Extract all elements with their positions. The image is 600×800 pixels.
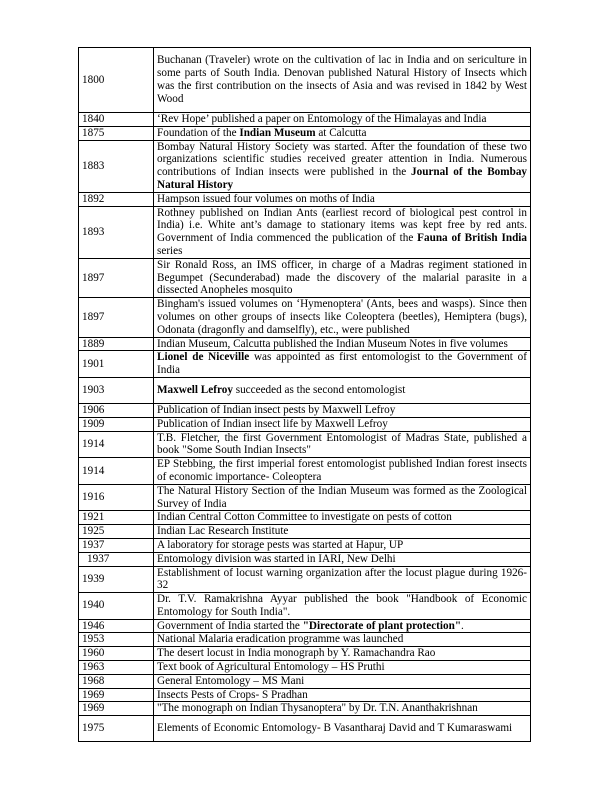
year-cell: 1914 — [79, 458, 154, 485]
event-text: series — [157, 244, 183, 257]
event-cell — [154, 716, 531, 742]
event-text: was appointed as first entomologist to the Government of India — [157, 351, 527, 377]
entomology-timeline-table — [78, 47, 531, 742]
event-text: Insects Pests of Crops- S Pradhan — [157, 688, 308, 701]
timeline-row — [79, 431, 531, 458]
event-text: Rothney published on Indian Ants (earliest record of biological pest control in India) i.e. White ant’s damage to stationary items was kept free by red ants. Government of India commenced the publication of the — [157, 206, 527, 245]
year-cell: 1903 — [79, 377, 154, 403]
event-text: Entomology division was started in IARI, New Delhi — [157, 552, 396, 565]
timeline-row — [79, 351, 531, 378]
event-text: EP Stebbing, the first imperial forest entomologist published Indian forest insects of economic importance- Coleoptera — [157, 458, 527, 483]
event-cell — [154, 484, 531, 511]
event-text: succeeded as the second entomologist — [232, 384, 406, 397]
bold-event-text: Indian Museum — [239, 126, 316, 139]
event-text: A laboratory for storage pests was started at Hapur, UP — [157, 538, 404, 551]
event-cell — [154, 688, 531, 702]
event-cell — [154, 702, 531, 716]
timeline-row — [79, 511, 531, 525]
timeline-row — [79, 298, 531, 337]
timeline-row — [79, 458, 531, 485]
event-cell — [154, 619, 531, 633]
event-text: Elements of Economic Entomology- B Vasantharaj David and T Kumaraswami — [157, 722, 513, 735]
event-cell — [154, 377, 531, 403]
event-text: T.B. Fletcher, the first Government Entomologist of Madras State, published a book "Some South Indian Insects" — [157, 431, 527, 457]
year-cell: 1893 — [79, 206, 154, 258]
timeline-row — [79, 688, 531, 702]
event-cell — [154, 206, 531, 258]
year-cell: 1969 — [79, 688, 154, 702]
timeline-row — [79, 48, 531, 113]
event-cell — [154, 458, 531, 485]
year-cell: 1939 — [79, 566, 154, 593]
event-cell — [154, 647, 531, 661]
timeline-row — [79, 633, 531, 647]
timeline-row — [79, 484, 531, 511]
event-cell — [154, 192, 531, 206]
event-text: Dr. T.V. Ramakrishna Ayyar published the book "Handbook of Economic Entomology for South India". — [157, 593, 527, 618]
event-cell — [154, 593, 531, 620]
year-cell: 1883 — [79, 140, 154, 192]
year-cell: 1937 — [79, 552, 154, 566]
year-cell: 1800 — [79, 48, 154, 113]
bold-event-text: "Directorate of plant protection" — [302, 619, 462, 632]
timeline-row — [79, 403, 531, 417]
event-cell — [154, 566, 531, 593]
year-cell: 1914 — [79, 431, 154, 458]
bold-event-text: Lionel de Niceville — [157, 351, 250, 364]
event-cell — [154, 661, 531, 675]
year-cell: 1875 — [79, 126, 154, 140]
timeline-row — [79, 140, 531, 192]
timeline-row — [79, 647, 531, 661]
timeline-row — [79, 377, 531, 403]
bold-event-text: Maxwell Lefroy — [157, 384, 233, 397]
timeline-row — [79, 258, 531, 297]
event-text: The desert locust in India monograph by Y. Ramachandra Rao — [157, 647, 436, 660]
timeline-row — [79, 566, 531, 593]
event-text: Indian Museum, Calcutta published the Indian Museum Notes in five volumes — [157, 337, 508, 350]
bold-event-text: Fauna of British India — [417, 232, 527, 245]
event-text: Foundation of the — [157, 126, 240, 139]
event-cell — [154, 140, 531, 192]
year-cell: 1925 — [79, 525, 154, 539]
timeline-row — [79, 538, 531, 552]
timeline-row — [79, 661, 531, 675]
event-cell — [154, 552, 531, 566]
event-cell — [154, 525, 531, 539]
event-text: "The monograph on Indian Thysanoptera" by Dr. T.N. Ananthakrishnan — [157, 702, 478, 715]
event-cell — [154, 511, 531, 525]
event-text: Bingham's issued volumes on ‘Hymenoptera' (Ants, bees and wasps). Since then volumes on other groups of insects like Coleoptera (beetles), Hemiptera (bugs), Odonata (dragonfly and damselfly), etc., were published — [157, 298, 527, 336]
event-cell — [154, 674, 531, 688]
event-text: Establishment of locust warning organization after the locust plague during 1926-32 — [157, 566, 527, 592]
timeline-row — [79, 417, 531, 431]
year-cell: 1969 — [79, 702, 154, 716]
year-cell: 1946 — [79, 619, 154, 633]
event-text: Indian Central Cotton Committee to investigate on pests of cotton — [157, 511, 452, 524]
event-text: Publication of Indian insect life by Maxwell Lefroy — [157, 417, 388, 430]
year-cell: 1975 — [79, 716, 154, 742]
timeline-table-body — [79, 48, 531, 742]
event-text: Hampson issued four volumes on moths of India — [157, 192, 375, 205]
year-cell: 1937 — [79, 538, 154, 552]
event-text: General Entomology – MS Mani — [157, 674, 305, 687]
event-text: Indian Lac Research Institute — [157, 525, 289, 538]
year-cell: 1916 — [79, 484, 154, 511]
year-cell: 1897 — [79, 298, 154, 337]
timeline-row — [79, 716, 531, 742]
timeline-row — [79, 674, 531, 688]
year-cell: 1906 — [79, 403, 154, 417]
year-cell: 1889 — [79, 337, 154, 351]
timeline-row — [79, 192, 531, 206]
event-cell — [154, 48, 531, 113]
timeline-row — [79, 126, 531, 140]
year-cell: 1901 — [79, 351, 154, 378]
event-cell — [154, 126, 531, 140]
event-cell — [154, 351, 531, 378]
event-cell — [154, 403, 531, 417]
event-text: National Malaria eradication programme was launched — [157, 633, 404, 646]
year-cell: 1909 — [79, 417, 154, 431]
event-cell — [154, 337, 531, 351]
event-text: Sir Ronald Ross, an IMS officer, in charge of a Madras regiment stationed in Begumpet (Secunderabad) made the discovery of the malarial parasite in a dissected Anopheles mosquito — [157, 258, 527, 297]
event-text: Government of India started the — [157, 619, 303, 632]
year-cell: 1897 — [79, 258, 154, 297]
event-cell — [154, 633, 531, 647]
year-cell: 1953 — [79, 633, 154, 647]
timeline-row — [79, 525, 531, 539]
event-text: Text book of Agricultural Entomology – HS Pruthi — [157, 661, 385, 674]
event-cell — [154, 298, 531, 337]
event-cell — [154, 538, 531, 552]
event-text: Buchanan (Traveler) wrote on the cultivation of lac in India and on sericulture in some parts of South India. Denovan published Natural History of Insects which was the first contribution on the insects of Asia and was revised in 1842 by West Wood — [157, 54, 527, 105]
event-text: Bombay Natural History Society was started. After the foundation of these two organizations scientific studies received greater attention in India. Numerous contributions of Indian insects were published in the — [157, 140, 527, 179]
event-text: ‘Rev Hope’ published a paper on Entomology of the Himalayas and India — [157, 113, 487, 125]
year-cell: 1940 — [79, 593, 154, 620]
year-cell: 1968 — [79, 674, 154, 688]
year-cell: 1840 — [79, 113, 154, 127]
timeline-row — [79, 113, 531, 127]
event-text: . — [461, 619, 464, 632]
event-cell — [154, 258, 531, 297]
timeline-row — [79, 552, 531, 566]
event-cell — [154, 417, 531, 431]
year-cell: 1921 — [79, 511, 154, 525]
timeline-row — [79, 619, 531, 633]
timeline-row — [79, 702, 531, 716]
bold-event-text: Journal of the Bombay Natural History — [157, 166, 528, 191]
timeline-row — [79, 206, 531, 258]
year-cell: 1892 — [79, 192, 154, 206]
event-cell — [154, 113, 531, 127]
event-text: Publication of Indian insect pests by Maxwell Lefroy — [157, 403, 396, 416]
event-text: The Natural History Section of the Indian Museum was formed as the Zoological Survey of India — [157, 484, 527, 510]
year-cell: 1960 — [79, 647, 154, 661]
timeline-row — [79, 593, 531, 620]
timeline-row — [79, 337, 531, 351]
year-cell: 1963 — [79, 661, 154, 675]
event-cell — [154, 431, 531, 458]
event-text: at Calcutta — [315, 126, 367, 139]
